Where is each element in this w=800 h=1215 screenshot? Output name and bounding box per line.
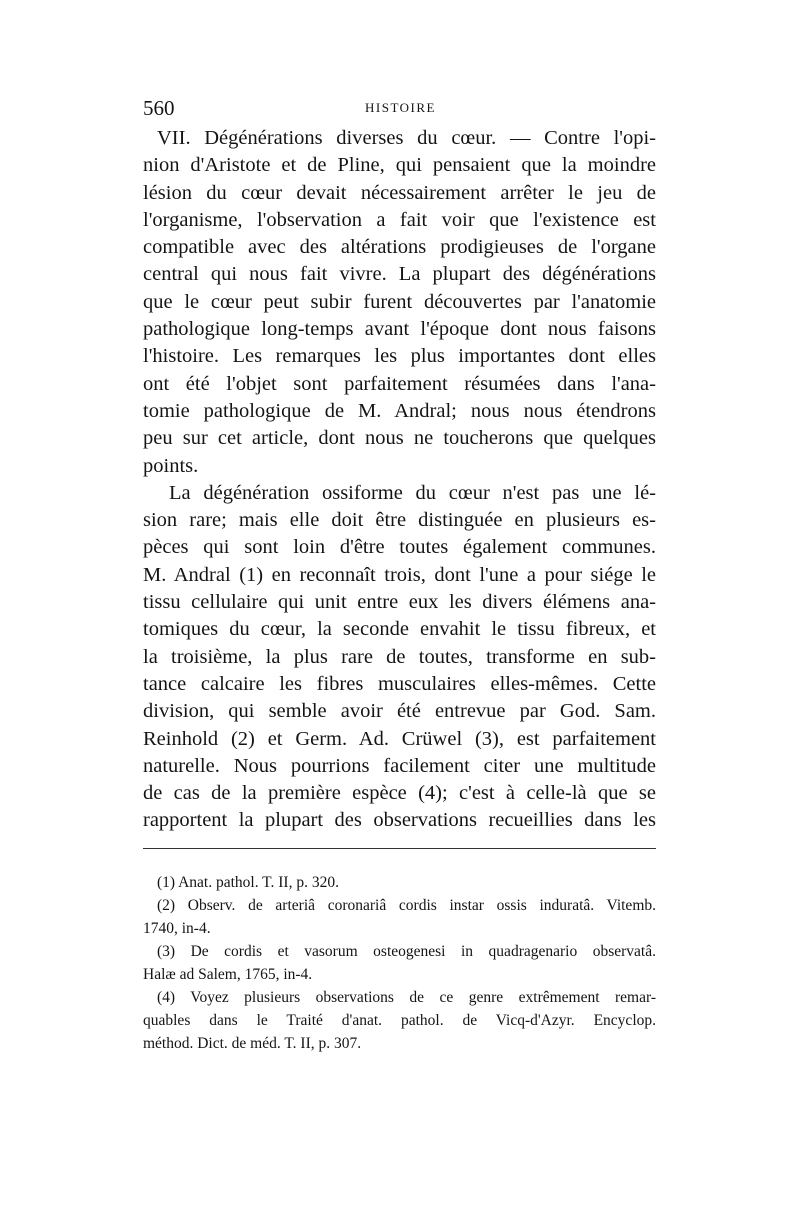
footnote-line: Halæ ad Salem, 1765, in-4. <box>143 966 313 983</box>
running-head <box>143 96 658 118</box>
footnote-line: 1740, in-4. <box>143 920 211 937</box>
text-line: la troisième, la plus rare de toutes, transforme en sub- <box>143 645 656 668</box>
footnote-line: quables dans le Traité d'anat. pathol. de Vicq-d'Azyr. Encyclop. <box>143 1012 656 1029</box>
page-number: 560 <box>143 96 175 120</box>
text-line: naturelle. Nous pourrions facilement citer une multitude <box>143 754 656 777</box>
text-line: points. <box>143 454 199 477</box>
text-line: peu sur cet article, dont nous ne toucherons que quelques <box>143 427 656 450</box>
text-line: de cas de la première espèce (4); c'est à celle-là que se <box>143 782 656 805</box>
footnotes <box>143 871 656 1055</box>
text-line: pathologique long-temps avant l'époque dont nous faisons <box>143 318 656 341</box>
text-line: sion rare; mais elle doit être distinguée en plusieurs es- <box>143 509 656 532</box>
text-line: central qui nous fait vivre. La plupart des dégénérations <box>143 263 656 286</box>
footnote-line: (4) Voyez plusieurs observations de ce genre extrêmement remar- <box>157 989 656 1006</box>
text-line: tance calcaire les fibres musculaires elles-mêmes. Cette <box>143 672 656 695</box>
text-line: tomie pathologique de M. Andral; nous nous étendrons <box>143 399 656 422</box>
text-line: division, qui semble avoir été entrevue par God. Sam. <box>143 700 656 723</box>
footnote-line: (1) Anat. pathol. T. II, p. 320. <box>157 874 339 891</box>
text-line: ont été l'objet sont parfaitement résumées dans l'ana- <box>143 372 656 395</box>
footnote-rule <box>143 848 656 849</box>
text-line: M. Andral (1) en reconnaît trois, dont l'une a pour siége le <box>143 563 656 586</box>
footnote-line: méthod. Dict. de méd. T. II, p. 307. <box>143 1035 362 1052</box>
text-line: l'organisme, l'observation a fait voir que l'existence est <box>143 208 656 231</box>
footnote-line: (2) Observ. de arteriâ coronariâ cordis instar ossis induratâ. Vitemb. <box>157 897 656 914</box>
text-line: Reinhold (2) et Germ. Ad. Crüwel (3), est parfaitement <box>143 727 656 750</box>
text-line: tissu cellulaire qui unit entre eux les divers élémens ana- <box>143 591 656 614</box>
text-line: nion d'Aristote et de Pline, qui pensaient que la moindre <box>143 154 656 177</box>
body-text <box>143 125 656 835</box>
section-heading-line: VII. Dégénérations diverses du cœur. — Contre l'opi- <box>157 127 656 149</box>
text-line: l'histoire. Les remarques les plus importantes dont elles <box>143 345 656 368</box>
paragraph-start-line: La dégénération ossiforme du cœur n'est pas une lé- <box>169 481 656 504</box>
text-line: lésion du cœur devait nécessairement arrêter le jeu de <box>143 181 656 204</box>
text-line: tomiques du cœur, la seconde envahit le tissu fibreux, et <box>143 618 656 641</box>
footnote-line: (3) De cordis et vasorum osteogenesi in quadragenario observatâ. <box>157 943 656 960</box>
running-title: HISTOIRE <box>365 100 436 115</box>
text-line: pèces qui sont loin d'être toutes également communes. <box>143 536 656 559</box>
text-line: rapportent la plupart des observations recueillies dans les <box>143 809 656 832</box>
text-line: compatible avec des altérations prodigieuses de l'organe <box>143 236 656 259</box>
text-line: que le cœur peut subir furent découvertes par l'anatomie <box>143 290 656 313</box>
